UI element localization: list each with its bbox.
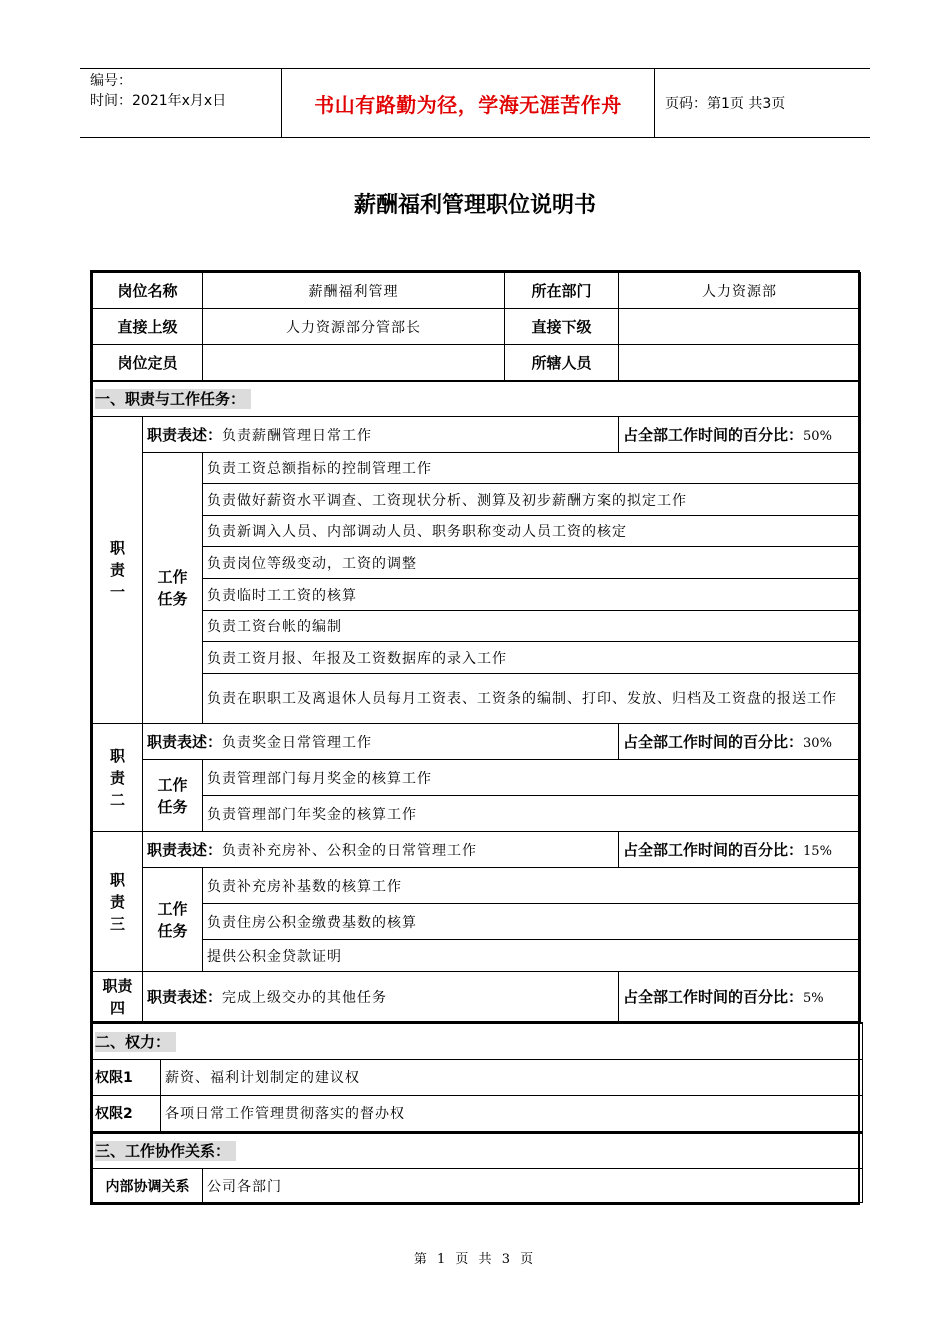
duty1-task-5: 负责临时工工资的核算 (203, 579, 861, 611)
task-row (93, 579, 861, 611)
duty1-task-6: 负责工资台帐的编制 (203, 611, 861, 642)
task-row (93, 453, 861, 484)
authority-2-label: 权限2 (93, 1095, 161, 1131)
staff-value (619, 345, 861, 381)
headcount-label: 岗位定员 (93, 345, 203, 381)
duty3-label: 职 责 三 (93, 832, 143, 972)
duty1-desc-row (93, 417, 861, 453)
document-title: 薪酬福利管理职位说明书 (353, 193, 596, 218)
task-row (93, 516, 861, 547)
task-row (93, 868, 861, 904)
duty2-label: 职 责 二 (93, 724, 143, 832)
task-row (93, 611, 861, 642)
department-value: 人力资源部 (619, 273, 861, 309)
duty2-tasks-label: 工作 任务 (143, 760, 203, 832)
row-headcount (93, 345, 861, 381)
duty1-task-7: 负责工资月报、年报及工资数据库的录入工作 (203, 642, 861, 674)
subordinate-value (619, 309, 861, 345)
duty4-label: 职责 四 (93, 972, 143, 1022)
page-footer: 第 1 页 共 3 页 (413, 1252, 537, 1267)
task-row (93, 760, 861, 796)
duty2-pct: 占全部工作时间的百分比：30% (619, 724, 861, 760)
internal-collab-value: 公司各部门 (203, 1169, 863, 1203)
duty3-desc: 职责表述：负责补充房补、公积金的日常管理工作 (143, 832, 619, 868)
time-label: 时间：2021年x月x日 (90, 93, 227, 109)
row-position (93, 273, 861, 309)
duty3-task-2: 负责住房公积金缴费基数的核算 (203, 904, 861, 940)
duty1-task-1: 负责工资总额指标的控制管理工作 (203, 453, 861, 484)
duty2-desc-row (93, 724, 861, 760)
section-duties-title: 一、职责与工作任务： (95, 389, 251, 409)
duty1-desc: 职责表述：负责薪酬管理日常工作 (143, 417, 619, 453)
department-label: 所在部门 (505, 273, 619, 309)
section-collab-title: 三、工作协作关系： (95, 1141, 236, 1161)
duty3-task-1: 负责补充房补基数的核算工作 (203, 868, 861, 904)
duty2-task-2: 负责管理部门年奖金的核算工作 (203, 796, 861, 832)
duty1-task-8: 负责在职职工及离退休人员每月工资表、工资条的编制、打印、发放、归档及工资盘的报送工作 (203, 674, 861, 724)
code-label: 编号： (90, 73, 132, 89)
duty1-task-4: 负责岗位等级变动，工资的调整 (203, 547, 861, 579)
authority-1-text: 薪资、福利计划制定的建议权 (161, 1059, 863, 1095)
job-description-table (90, 270, 860, 1205)
task-row (93, 796, 861, 832)
duty2-task-1: 负责管理部门每月奖金的核算工作 (203, 760, 861, 796)
row-superior (93, 309, 861, 345)
subordinate-label: 直接下级 (505, 309, 619, 345)
duty4-desc: 职责表述：完成上级交办的其他任务 (143, 972, 619, 1022)
position-name-label: 岗位名称 (93, 273, 203, 309)
duty1-task-2: 负责做好薪资水平调查、工资现状分析、测算及初步薪酬方案的拟定工作 (203, 484, 861, 516)
duty3-task-3: 提供公积金贷款证明 (203, 940, 861, 972)
authority-row (93, 1095, 863, 1131)
header-motto: 书山有路勤为径，学海无涯苦作舟 (282, 69, 655, 137)
duty3-tasks-label: 工作 任务 (143, 868, 203, 972)
task-row (93, 642, 861, 674)
duty3-desc-row (93, 832, 861, 868)
header-page-info: 页码：第1页 共3页 (665, 96, 786, 112)
duty1-label: 职 责 一 (93, 417, 143, 724)
staff-label: 所辖人员 (505, 345, 619, 381)
duty1-pct: 占全部工作时间的百分比：50% (619, 417, 861, 453)
superior-value: 人力资源部分管部长 (203, 309, 505, 345)
authority-row (93, 1059, 863, 1095)
duty4-pct: 占全部工作时间的百分比：5% (619, 972, 861, 1022)
headcount-value (203, 345, 505, 381)
task-row (93, 674, 861, 724)
duty1-task-3: 负责新调入人员、内部调动人员、职务职称变动人员工资的核定 (203, 516, 861, 547)
duty1-tasks-label: 工作 任务 (143, 453, 203, 724)
task-row (93, 484, 861, 516)
task-row (93, 940, 861, 972)
header-meta (80, 69, 282, 137)
section-duties-header (93, 381, 861, 417)
duty3-pct: 占全部工作时间的百分比：15% (619, 832, 861, 868)
section-collab-header (93, 1133, 863, 1169)
page-header (80, 68, 870, 138)
superior-label: 直接上级 (93, 309, 203, 345)
section-authority-title: 二、权力： (95, 1032, 176, 1052)
task-row (93, 904, 861, 940)
internal-collab-label: 内部协调关系 (93, 1169, 203, 1203)
position-name-value: 薪酬福利管理 (203, 273, 505, 309)
authority-2-text: 各项日常工作管理贯彻落实的督办权 (161, 1095, 863, 1131)
collab-row (93, 1169, 863, 1203)
authority-1-label: 权限1 (93, 1059, 161, 1095)
section-authority-header (93, 1023, 863, 1059)
duty2-desc: 职责表述：负责奖金日常管理工作 (143, 724, 619, 760)
task-row (93, 547, 861, 579)
duty4-row (93, 972, 861, 1022)
